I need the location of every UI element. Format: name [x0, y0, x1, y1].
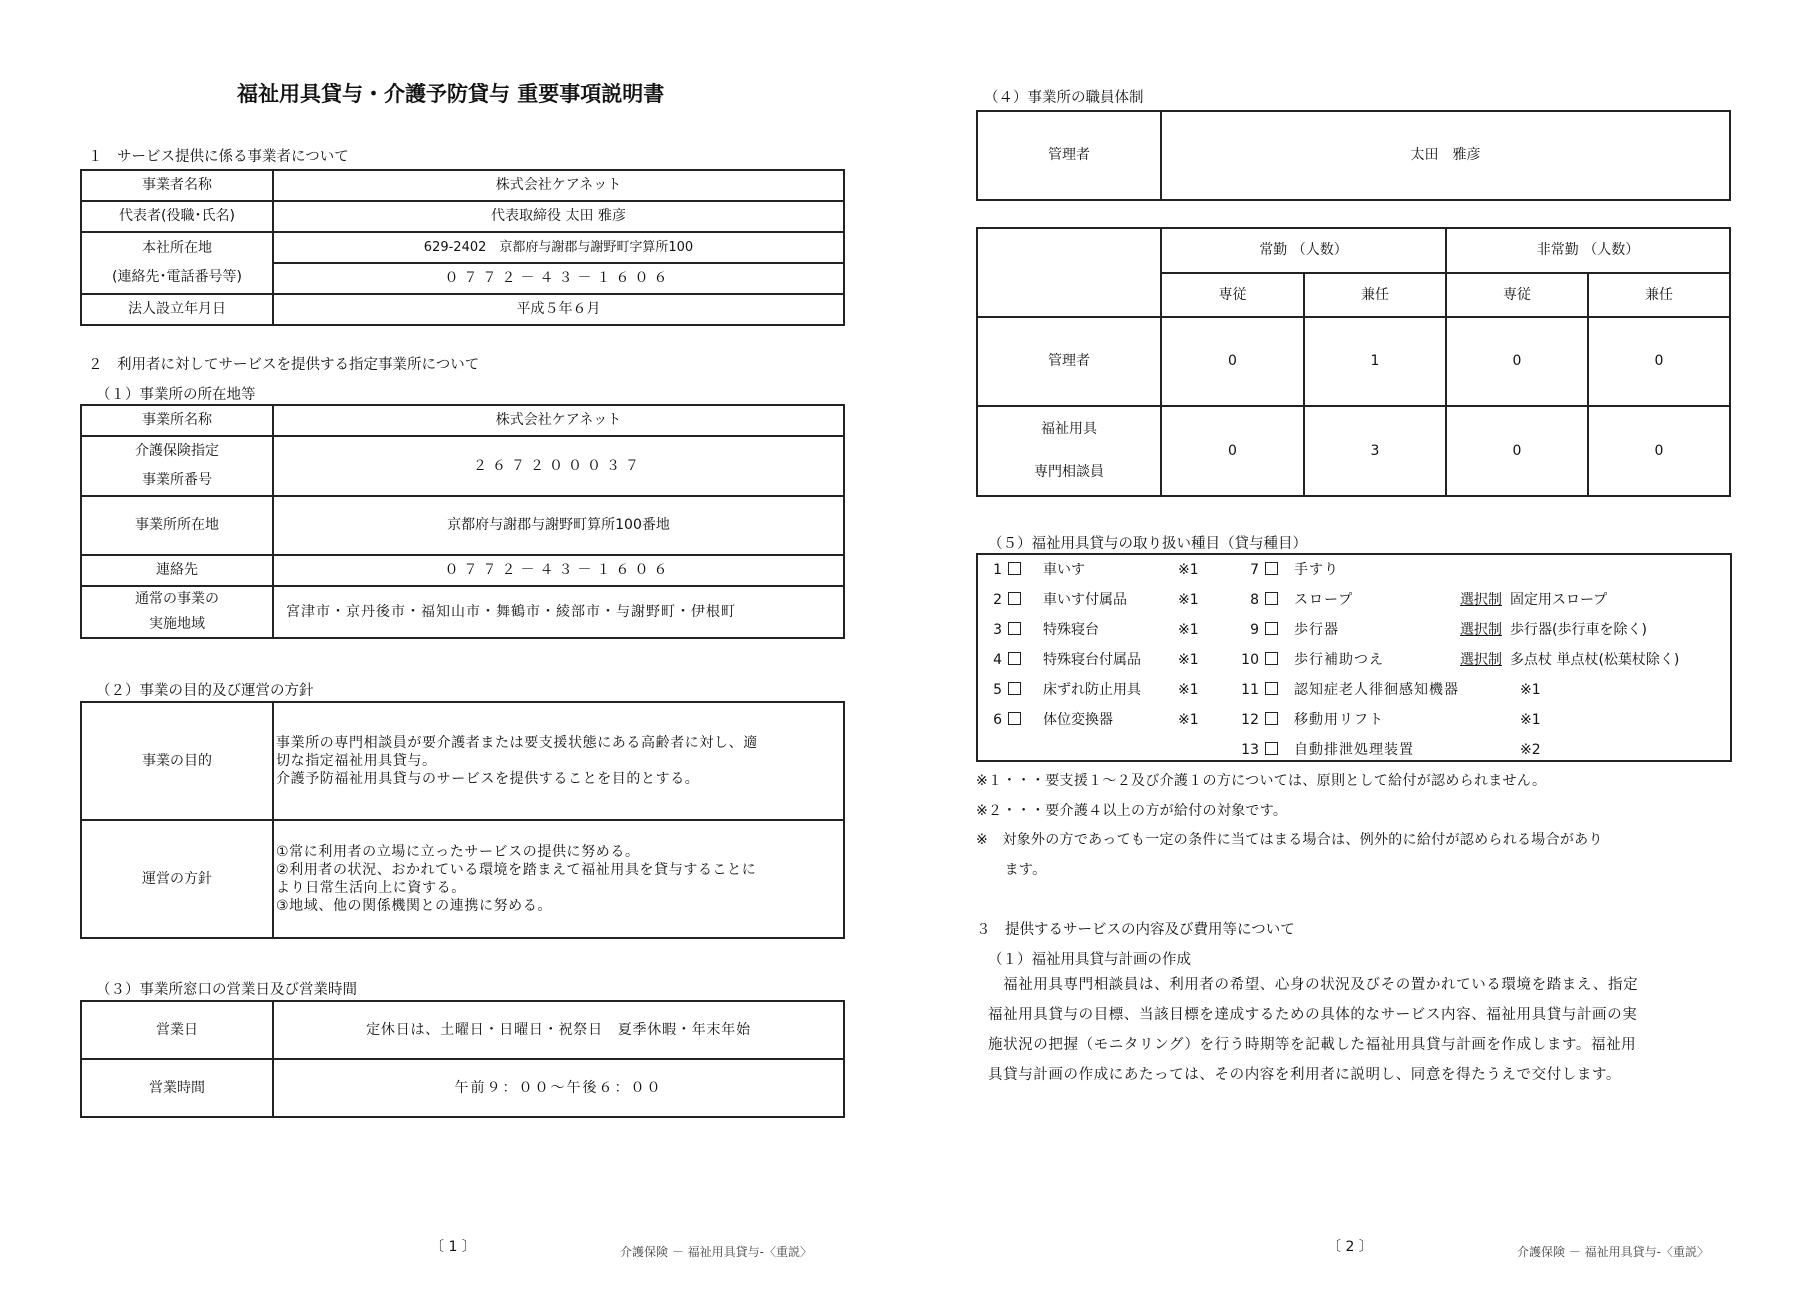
page-footer: 介護保険 － 福祉用具貸与-〈重説〉 [620, 1245, 812, 1259]
text-line: 事業所の専門相談員が要介護者または要支援状態にある高齢者に対し、適 [276, 735, 758, 751]
item-name: 体位変換器 [1043, 712, 1113, 728]
rental-item [980, 555, 1199, 585]
business-hours-table [80, 1000, 845, 1118]
item-name: 移動用リフト [1294, 712, 1384, 728]
table-row [977, 406, 1730, 496]
group-header: 非常勤 （人数） [1446, 228, 1730, 273]
rental-item [1237, 555, 1460, 585]
cell-value: 0 [1446, 406, 1588, 496]
subsection-5-heading: （５）福祉用具貸与の取り扱い種目（貸与種目） [988, 536, 1307, 552]
item-note: ※1 [1178, 682, 1199, 698]
item-note: ※1 [1178, 592, 1199, 608]
item-note: ※1 [1178, 562, 1199, 578]
row-label [81, 436, 273, 496]
row-label: 管理者 [977, 317, 1161, 406]
paragraph-line: 福祉用具専門相談員は、利用者の希望、心身の状況及びその置かれている環境を踏まえ、指定 [988, 977, 1639, 993]
note-line: ※ 対象外の方であっても一定の条件に当てはまる場合は、例外的に給付が認められる場合があり [976, 832, 1603, 848]
note-line: ます。 [976, 862, 1047, 878]
row-value: 京都府与謝郡与謝野町算所100番地 [273, 496, 844, 555]
table-row [81, 820, 844, 938]
phone-value: ０７７２－４３－１６０６ [273, 555, 844, 586]
manager-label: 管理者 [977, 111, 1161, 200]
subsection-2-heading: （２）事業の目的及び運営の方針 [96, 683, 314, 699]
note-line: ※１・・・要支援１～２及び介護１の方については、原則として給付が認められません。 [976, 773, 1547, 789]
section-2-heading: ２ 利用者に対してサービスを提供する指定事業所について [88, 357, 480, 373]
service-area-value: 宮津市・京丹後市・福知山市・舞鶴市・綾部市・与謝野町・伊根町 [273, 586, 844, 638]
item-note: ※1 [1520, 682, 1541, 698]
sub-header: 兼任 [1304, 273, 1446, 317]
item-name: 床ずれ防止用具 [1043, 682, 1141, 698]
checkbox-icon[interactable] [1265, 622, 1278, 635]
rental-item [1237, 705, 1541, 735]
page-number: 〔 1 〕 [430, 1239, 476, 1255]
label-line: 介護保険指定 [135, 443, 219, 459]
item-number: 6 [993, 712, 1002, 728]
table-row [81, 1059, 844, 1117]
text-line: 切な指定福祉用具貸与。 [276, 753, 437, 769]
table-row [81, 436, 844, 496]
group-header: 常勤 （人数） [1161, 228, 1446, 273]
item-name: スロープ [1294, 592, 1354, 608]
table-row [81, 555, 844, 586]
section-3-heading: ３ 提供するサービスの内容及び費用等について [976, 922, 1295, 938]
label-line: 事業所番号 [142, 472, 212, 488]
subsection-1-heading: （１）事業所の所在地等 [96, 387, 256, 403]
table-row [81, 170, 844, 201]
rental-item [980, 645, 1199, 675]
item-name: 認知症老人徘徊感知機器 [1294, 682, 1459, 698]
item-name: 手すり [1294, 562, 1339, 578]
label-line: 福祉用具 [1041, 421, 1097, 437]
item-name: 自動排泄処理装置 [1294, 742, 1414, 758]
document-title: 福祉用具貸与・介護予防貸与 重要事項説明書 [237, 82, 665, 106]
office-location-table [80, 404, 845, 639]
label-line: 本社所在地 [142, 240, 212, 256]
table-header-row [977, 228, 1730, 273]
checkbox-icon[interactable] [1008, 622, 1021, 635]
item-number: 3 [993, 622, 1002, 638]
sub-header: 専従 [1446, 273, 1588, 317]
item-name: 歩行器 [1294, 622, 1339, 638]
item-note: ※1 [1178, 622, 1199, 638]
row-label: 営業時間 [81, 1059, 273, 1117]
item-note: ※1 [1178, 652, 1199, 668]
note-line: ※２・・・要介護４以上の方が給付の対象です。 [976, 803, 1288, 819]
subsection-4-heading: （４）事業所の職員体制 [984, 90, 1144, 106]
item-note: ※1 [1178, 712, 1199, 728]
table-row [977, 317, 1730, 406]
item-detail: 多点杖 単点杖(松葉杖除く) [1510, 652, 1680, 668]
item-note: ※1 [1520, 712, 1541, 728]
paragraph-line: 福祉用具貸与の目標、当該目標を達成するための具体的なサービス内容、福祉用具貸与計画の実 [988, 1007, 1638, 1023]
table-row [81, 201, 844, 232]
rental-item [1237, 615, 1647, 645]
cell-value: 0 [1161, 406, 1304, 496]
row-label: 事業者名称 [81, 170, 273, 201]
item-name: 車いす付属品 [1043, 592, 1127, 608]
selection-label: 選択制 [1460, 622, 1502, 638]
business-hours-value: 午前９：００～午後６：００ [273, 1059, 844, 1117]
paragraph-line: 施状況の把握（モニタリング）を行う時期等を記載した福祉用具貸与計画を作成します。福祉用 [988, 1037, 1637, 1053]
purpose-text [273, 702, 844, 820]
section-1-heading: １ サービス提供に係る事業者について [88, 149, 349, 165]
row-label [81, 586, 273, 638]
table-row [81, 1001, 844, 1059]
item-name: 車いす [1043, 562, 1085, 578]
selection-label: 選択制 [1460, 592, 1502, 608]
checkbox-icon[interactable] [1008, 682, 1021, 695]
checkbox-icon[interactable] [1265, 742, 1278, 755]
row-value: 株式会社ケアネット [273, 405, 844, 436]
office-number: ２６７２０００３７ [273, 436, 844, 496]
text-line: 介護予防福祉用具貸与のサービスを提供することを目的とする。 [276, 771, 700, 787]
rental-item [980, 585, 1199, 615]
row-label: 連絡先 [81, 555, 273, 586]
item-number: 12 [1241, 712, 1259, 728]
item-detail: 歩行器(歩行車を除く) [1510, 622, 1647, 638]
sub-header: 兼任 [1588, 273, 1730, 317]
row-label: 事業の目的 [81, 702, 273, 820]
table-row [81, 586, 844, 638]
row-label: 運営の方針 [81, 820, 273, 938]
row-label: 営業日 [81, 1001, 273, 1059]
selection-label: 選択制 [1460, 652, 1502, 668]
checkbox-icon[interactable] [1265, 682, 1278, 695]
item-note: ※2 [1520, 742, 1541, 758]
table-row [81, 496, 844, 555]
table-row [81, 702, 844, 820]
rental-item [1237, 735, 1541, 765]
paragraph-line: 具貸与計画の作成にあたっては、その内容を利用者に説明し、同意を得たうえで交付します。 [988, 1067, 1622, 1083]
section-3-sub1-heading: （１）福祉用具貸与計画の作成 [988, 952, 1191, 968]
rental-item [980, 675, 1199, 705]
row-label: 代表者(役職･氏名) [81, 201, 273, 232]
checkbox-icon[interactable] [1008, 592, 1021, 605]
label-line: 専門相談員 [1034, 464, 1104, 480]
rental-item [1237, 675, 1541, 705]
checkbox-icon[interactable] [1008, 562, 1021, 575]
item-number: 10 [1241, 652, 1259, 668]
cell-value: 0 [1588, 317, 1730, 406]
purpose-policy-table [80, 701, 845, 939]
cell-value: 0 [1588, 406, 1730, 496]
blank-header-cell [977, 228, 1161, 317]
rental-item [1237, 645, 1679, 675]
row-label: 法人設立年月日 [81, 294, 273, 325]
item-number: 13 [1241, 742, 1259, 758]
checkbox-icon[interactable] [1265, 712, 1278, 725]
item-number: 7 [1250, 562, 1259, 578]
item-number: 4 [993, 652, 1002, 668]
business-operator-table [80, 169, 845, 326]
row-label [81, 232, 273, 294]
text-line: ②利用者の状況、おかれている環境を踏まえて福祉用具を貸与することに [276, 862, 757, 878]
page-number: 〔 2 〕 [1327, 1239, 1373, 1255]
business-days-value: 定休日は、土曜日・日曜日・祝祭日 夏季休暇・年末年始 [273, 1001, 844, 1059]
row-value: 代表取締役 太田 雅彦 [273, 201, 844, 232]
checkbox-icon[interactable] [1008, 652, 1021, 665]
rental-item [980, 705, 1199, 735]
item-name: 特殊寝台 [1043, 622, 1099, 638]
row-value: 平成５年６月 [273, 294, 844, 325]
item-number: 11 [1241, 682, 1259, 698]
rental-item [980, 615, 1199, 645]
cell-value: 0 [1446, 317, 1588, 406]
item-number: 1 [993, 562, 1002, 578]
cell-value: 1 [1304, 317, 1446, 406]
item-number: 9 [1250, 622, 1259, 638]
label-line: 通常の事業の [135, 591, 219, 607]
row-label: 事業所名称 [81, 405, 273, 436]
item-number: 8 [1250, 592, 1259, 608]
checkbox-icon[interactable] [1265, 652, 1278, 665]
row-value: 629-2402 京都府与謝郡与謝野町字算所100 [273, 232, 844, 263]
label-line: (連絡先･電話番号等) [112, 269, 242, 285]
table-row [81, 294, 844, 325]
cell-value: 0 [1161, 317, 1304, 406]
subsection-3-heading: （３）事業所窓口の営業日及び営業時間 [96, 982, 357, 998]
item-name: 歩行補助つえ [1294, 652, 1384, 668]
sub-header: 専従 [1161, 273, 1304, 317]
rental-item [1237, 585, 1607, 615]
item-number: 2 [993, 592, 1002, 608]
item-name: 特殊寝台付属品 [1043, 652, 1141, 668]
manager-table [976, 110, 1731, 201]
text-line: ①常に利用者の立場に立ったサービスの提供に努める。 [276, 844, 640, 860]
table-row [977, 111, 1730, 200]
checkbox-icon[interactable] [1265, 562, 1278, 575]
page-footer: 介護保険 － 福祉用具貸与-〈重説〉 [1517, 1245, 1709, 1259]
policy-text [273, 820, 844, 938]
phone-value: ０７７２－４３－１６０６ [273, 263, 844, 294]
staff-table [976, 227, 1731, 497]
item-detail: 固定用スロープ [1510, 592, 1608, 608]
text-line: より日常生活向上に資する。 [276, 880, 466, 896]
checkbox-icon[interactable] [1008, 712, 1021, 725]
table-row [81, 232, 844, 263]
cell-value: 3 [1304, 406, 1446, 496]
item-number: 5 [993, 682, 1002, 698]
checkbox-icon[interactable] [1265, 592, 1278, 605]
row-label: 事業所所在地 [81, 496, 273, 555]
row-label [977, 406, 1161, 496]
manager-name: 太田 雅彦 [1161, 111, 1730, 200]
label-line: 実施地域 [149, 616, 205, 632]
text-line: ③地域、他の関係機関との連携に努める。 [276, 898, 552, 914]
plan-paragraph [988, 970, 1638, 1090]
row-value: 株式会社ケアネット [273, 170, 844, 201]
table-row [81, 405, 844, 436]
